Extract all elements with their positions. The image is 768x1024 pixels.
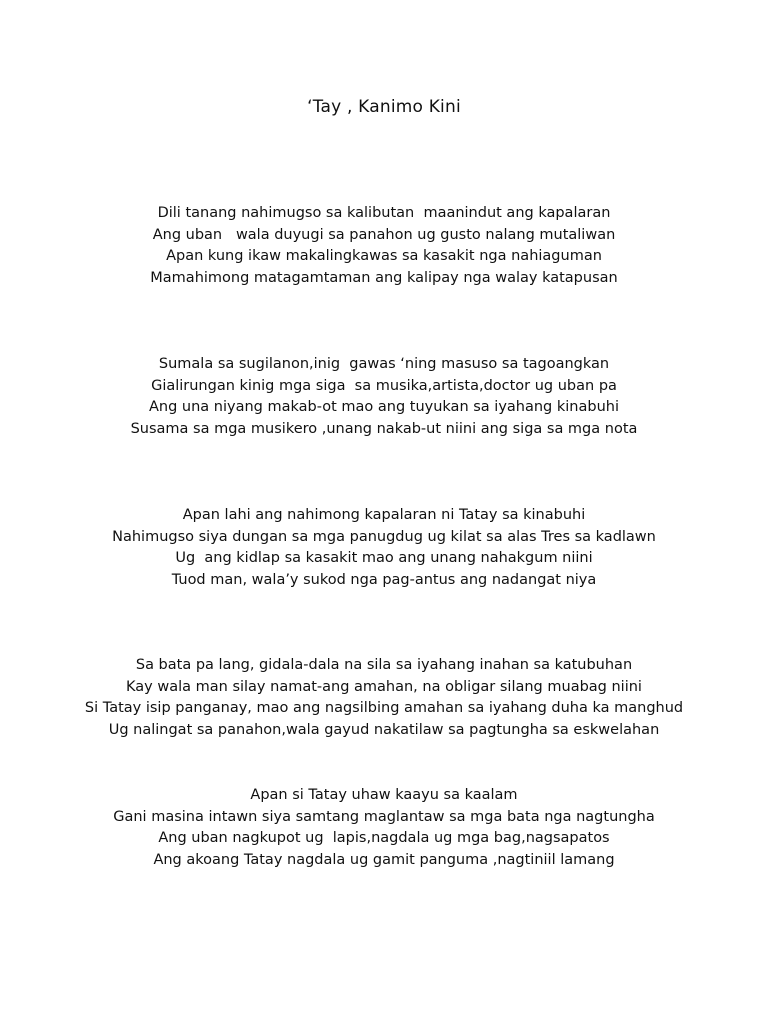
stanza-1-line-3: Apan kung ikaw makalingkawas sa kasakit nga nahiaguman bbox=[166, 248, 602, 264]
stanza-2-line-3: Ang una niyang makab-ot mao ang tuyukan sa iyahang kinabuhi bbox=[149, 399, 619, 415]
stanza-5 bbox=[0, 785, 768, 871]
stanza-5-line-1: Apan si Tatay uhaw kaayu sa kaalam bbox=[250, 787, 518, 803]
stanza-4-line-1: Sa bata pa lang, gidala-dala na sila sa iyahang inahan sa katubuhan bbox=[135, 657, 633, 673]
stanza-2-line-1: Sumala sa sugilanon,inig gawas ‘ning masuso sa tagoangkan bbox=[158, 356, 610, 372]
stanza-1-line-1: Dili tanang nahimugso sa kalibutan maanindut ang kapalaran bbox=[157, 205, 611, 221]
stanza-3-line-2: Nahimugso siya dungan sa mga panugdug ug kilat sa alas Tres sa kadlawn bbox=[112, 528, 656, 545]
stanza-2 bbox=[0, 354, 768, 440]
stanza-4-line-4: Ug nalingat sa panahon,wala gayud nakatilaw sa pagtungha sa eskwelahan bbox=[108, 721, 660, 738]
stanza-1-line-2: Ang uban wala duyugi sa panahon ug gusto nalang mutaliwan bbox=[152, 226, 616, 243]
stanza-2-line-2: Gialirungan kinig mga siga sa musika,artista,doctor ug uban pa bbox=[151, 377, 617, 394]
stanza-5-line-3: Ang uban nagkupot ug lapis,nagdala ug mga bag,nagsapatos bbox=[158, 830, 610, 846]
stanza-4 bbox=[0, 655, 768, 741]
poem-title: ‘Tay , Kanimo Kini bbox=[307, 97, 461, 117]
stanza-2-line-4: Susama sa mga musikero ,unang nakab-ut niini ang siga sa mga nota bbox=[130, 420, 638, 437]
stanza-4-line-2: Kay wala man silay namat-ang amahan, na obligar silang muabag niini bbox=[126, 678, 642, 695]
stanza-3 bbox=[0, 505, 768, 591]
stanza-4-line-3: Si Tatay isip panganay, mao ang nagsilbing amahan sa iyahang duha ka manghud bbox=[84, 700, 684, 716]
stanza-3-line-1: Apan lahi ang nahimong kapalaran ni Tatay sa kinabuhi bbox=[182, 507, 586, 523]
stanza-1-line-4: Mamahimong matagamtaman ang kalipay nga walay katapusan bbox=[150, 269, 618, 286]
stanza-5-line-2: Gani masina intawn siya samtang maglantaw sa mga bata nga nagtungha bbox=[113, 808, 655, 825]
stanza-3-line-4: Tuod man, wala’y sukod nga pag-antus ang nadangat niya bbox=[171, 571, 597, 588]
stanza-5-line-4: Ang akoang Tatay nagdala ug gamit panguma ,nagtiniil lamang bbox=[153, 851, 615, 868]
stanza-3-line-3: Ug ang kidlap sa kasakit mao ang unang nahakgum niini bbox=[175, 550, 593, 566]
stanza-1 bbox=[0, 203, 768, 289]
